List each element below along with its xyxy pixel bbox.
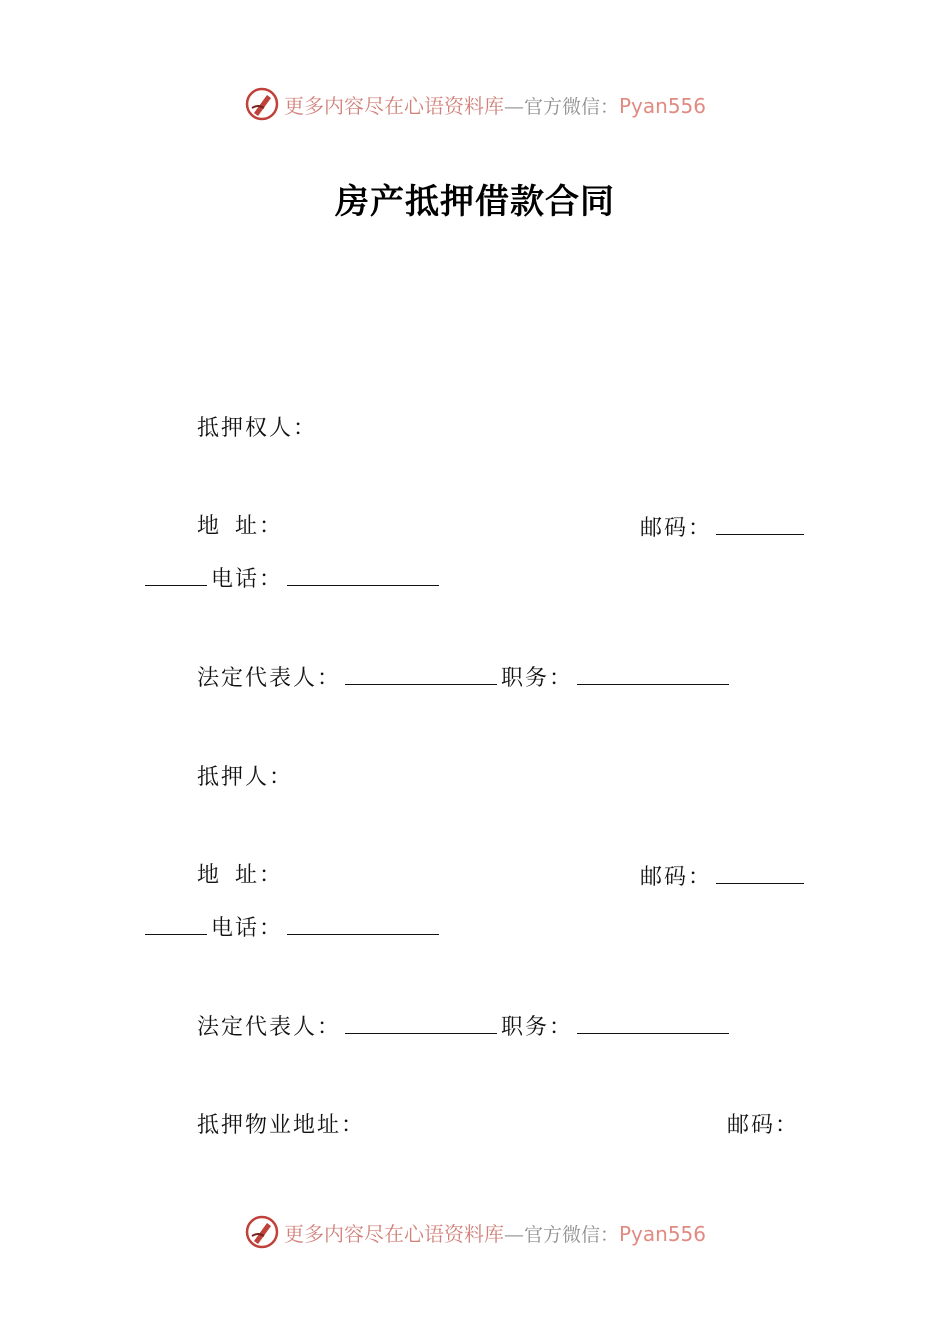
mortgagor-zip-blank-cont[interactable] bbox=[145, 912, 207, 935]
mortgagee-zip-label: 邮码： bbox=[640, 516, 713, 541]
mortgagor-position-label: 职务： bbox=[501, 1015, 574, 1040]
property-address-label: 抵押物业地址： bbox=[197, 1113, 366, 1138]
mortgagor-heading: 抵押人： bbox=[197, 765, 294, 790]
mortgagor-rep-label: 法定代表人： bbox=[197, 1015, 342, 1040]
mortgagor-address-label: 地 址： bbox=[197, 863, 284, 888]
mortgagee-rep-blank[interactable] bbox=[345, 662, 497, 685]
mortgagee-heading: 抵押权人： bbox=[197, 416, 318, 441]
mortgagee-zip-field bbox=[640, 512, 804, 544]
document-title: 房产抵押借款合同 bbox=[335, 182, 615, 222]
mortgagee-phone-label: 电话： bbox=[211, 567, 284, 592]
mortgagor-rep-blank[interactable] bbox=[345, 1011, 497, 1034]
mortgagee-rep-label: 法定代表人： bbox=[197, 666, 342, 691]
mortgagee-zip-blank-cont[interactable] bbox=[145, 563, 207, 586]
mortgagee-phone-blank[interactable] bbox=[287, 563, 439, 586]
mortgagor-rep-field bbox=[197, 1011, 733, 1043]
mortgagee-zip-blank[interactable] bbox=[716, 512, 804, 535]
mortgagor-phone-field bbox=[145, 912, 443, 944]
mortgagee-address-label: 地 址： bbox=[197, 514, 284, 539]
watermark-text: 更多内容尽在心语资料库—官方微信：Pyan556 bbox=[283, 1221, 707, 1246]
mortgagee-rep-field bbox=[197, 662, 733, 694]
mortgagee-phone-field bbox=[145, 563, 443, 595]
mortgagor-zip-label: 邮码： bbox=[640, 865, 713, 890]
watermark-text: 更多内容尽在心语资料库—官方微信：Pyan556 bbox=[283, 93, 707, 118]
mortgagee-position-blank[interactable] bbox=[577, 662, 729, 685]
header-watermark-banner bbox=[0, 82, 950, 126]
mortgagor-phone-label: 电话： bbox=[211, 916, 284, 941]
footer-watermark-banner bbox=[0, 1210, 950, 1254]
mortgagor-zip-field bbox=[640, 861, 804, 893]
pen-logo-icon bbox=[244, 86, 280, 122]
mortgagor-phone-blank[interactable] bbox=[287, 912, 439, 935]
pen-logo-icon bbox=[244, 1214, 280, 1250]
mortgagee-position-label: 职务： bbox=[501, 666, 574, 691]
property-zip-label: 邮码： bbox=[727, 1113, 800, 1138]
mortgagor-zip-blank[interactable] bbox=[716, 861, 804, 884]
mortgagor-position-blank[interactable] bbox=[577, 1011, 729, 1034]
